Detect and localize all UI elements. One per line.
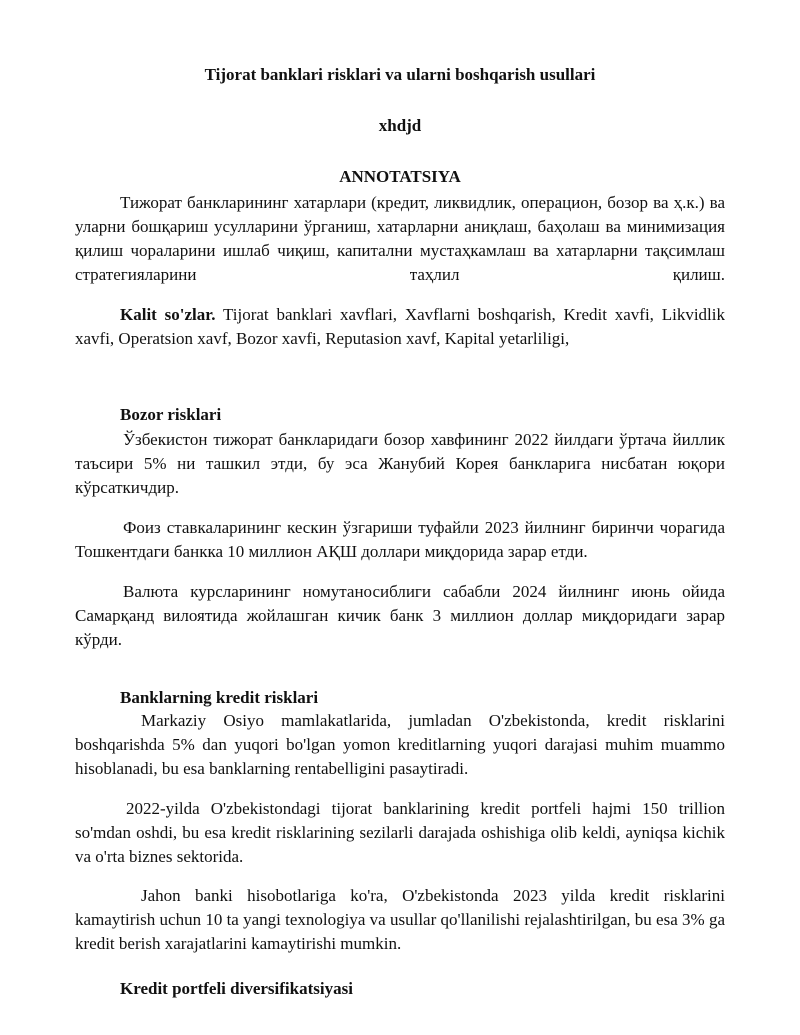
document-title: Tijorat banklari risklari va ularni boshqarish usullari: [204, 65, 596, 84]
section-kredit-paragraph-2: 2022-yilda O'zbekistondagi tijorat banklarining kredit portfeli hajmi 150 trillion so'mdan oshdi, bu esa kredit risklarining sezilarli darajada oshishiga olib keldi, ayniqsa kichik va o'rta biznes sektorida.: [75, 799, 725, 866]
keywords-text: Tijorat banklari xavflari, Xavflarni boshqarish, Kredit xavfi, Likvidlik xavfi, Operatsion xavf, Bozor xavfi, Reputasion xavf, Kapital yetarliligi,: [75, 305, 725, 348]
section-bozor-paragraph-2: Фоиз ставкаларининг кескин ўзгариши туфайли 2023 йилнинг биринчи чорагида Тошкентдаги банкка 10 миллион АҚШ доллари миқдорида зарар етди.: [75, 518, 725, 561]
section-heading-kredit: Banklarning kredit risklari: [120, 688, 319, 707]
section-kredit-paragraph-3: Jahon banki hisobotlariga ko'ra, O'zbekistonda 2023 yilda kredit risklarini kamaytirish uchun 10 ta yangi texnologiya va usullar qo'llanilishi rejalashtirilgan, bu esa 3% ga kredit berish xarajatlarini kamaytirishi mumkin.: [75, 886, 725, 953]
keywords-paragraph: [75, 303, 725, 351]
annotation-text: Тижорат банкларининг хатарлари (кредит, ликвидлик, операцион, бозор ва ҳ.к.) ва уларни бошқариш усулларини ўрганиш, хатарларни аниқлаш, баҳолаш ва минимизация қилиш чораларини ишлаб чиқиш, капитални мустаҳкамлаш ва хатарларни тақсимлаш стратегияларини таҳлил қилиш.: [75, 193, 725, 284]
section-bozor-paragraph-3: Валюта курсларининг номутаносиблиги сабабли 2024 йилнинг июнь ойида Самарқанд вилоятида жойлашган кичик банк 3 миллион доллар миқдоридаги зарар кўрди.: [75, 582, 725, 649]
section-bozor-paragraph-1: Ўзбекистон тижорат банкларидаги бозор хавфининг 2022 йилдаги ўртача йиллик таъсири 5% ни ташкил этди, бу эса Жанубий Корея банкларига нисбатан юқори кўрсаткичдир.: [75, 430, 725, 497]
keywords-label: Kalit so'zlar.: [120, 305, 216, 324]
annotation-heading: ANNOTATSIYA: [339, 167, 461, 186]
section-heading-diversifikatsiya: Kredit portfeli diversifikatsiyasi: [120, 979, 353, 998]
document-author: xhdjd: [378, 116, 422, 135]
section-heading-bozor: Bozor risklari: [120, 405, 222, 424]
section-kredit-paragraph-1: Markaziy Osiyo mamlakatlarida, jumladan O'zbekistonda, kredit risklarini boshqarishda 5% dan yuqori bo'lgan yomon kreditlarning yuqori darajasi muhim muammo hisoblanadi, bu esa banklarning rentabelligini pasaytiradi.: [75, 711, 725, 778]
